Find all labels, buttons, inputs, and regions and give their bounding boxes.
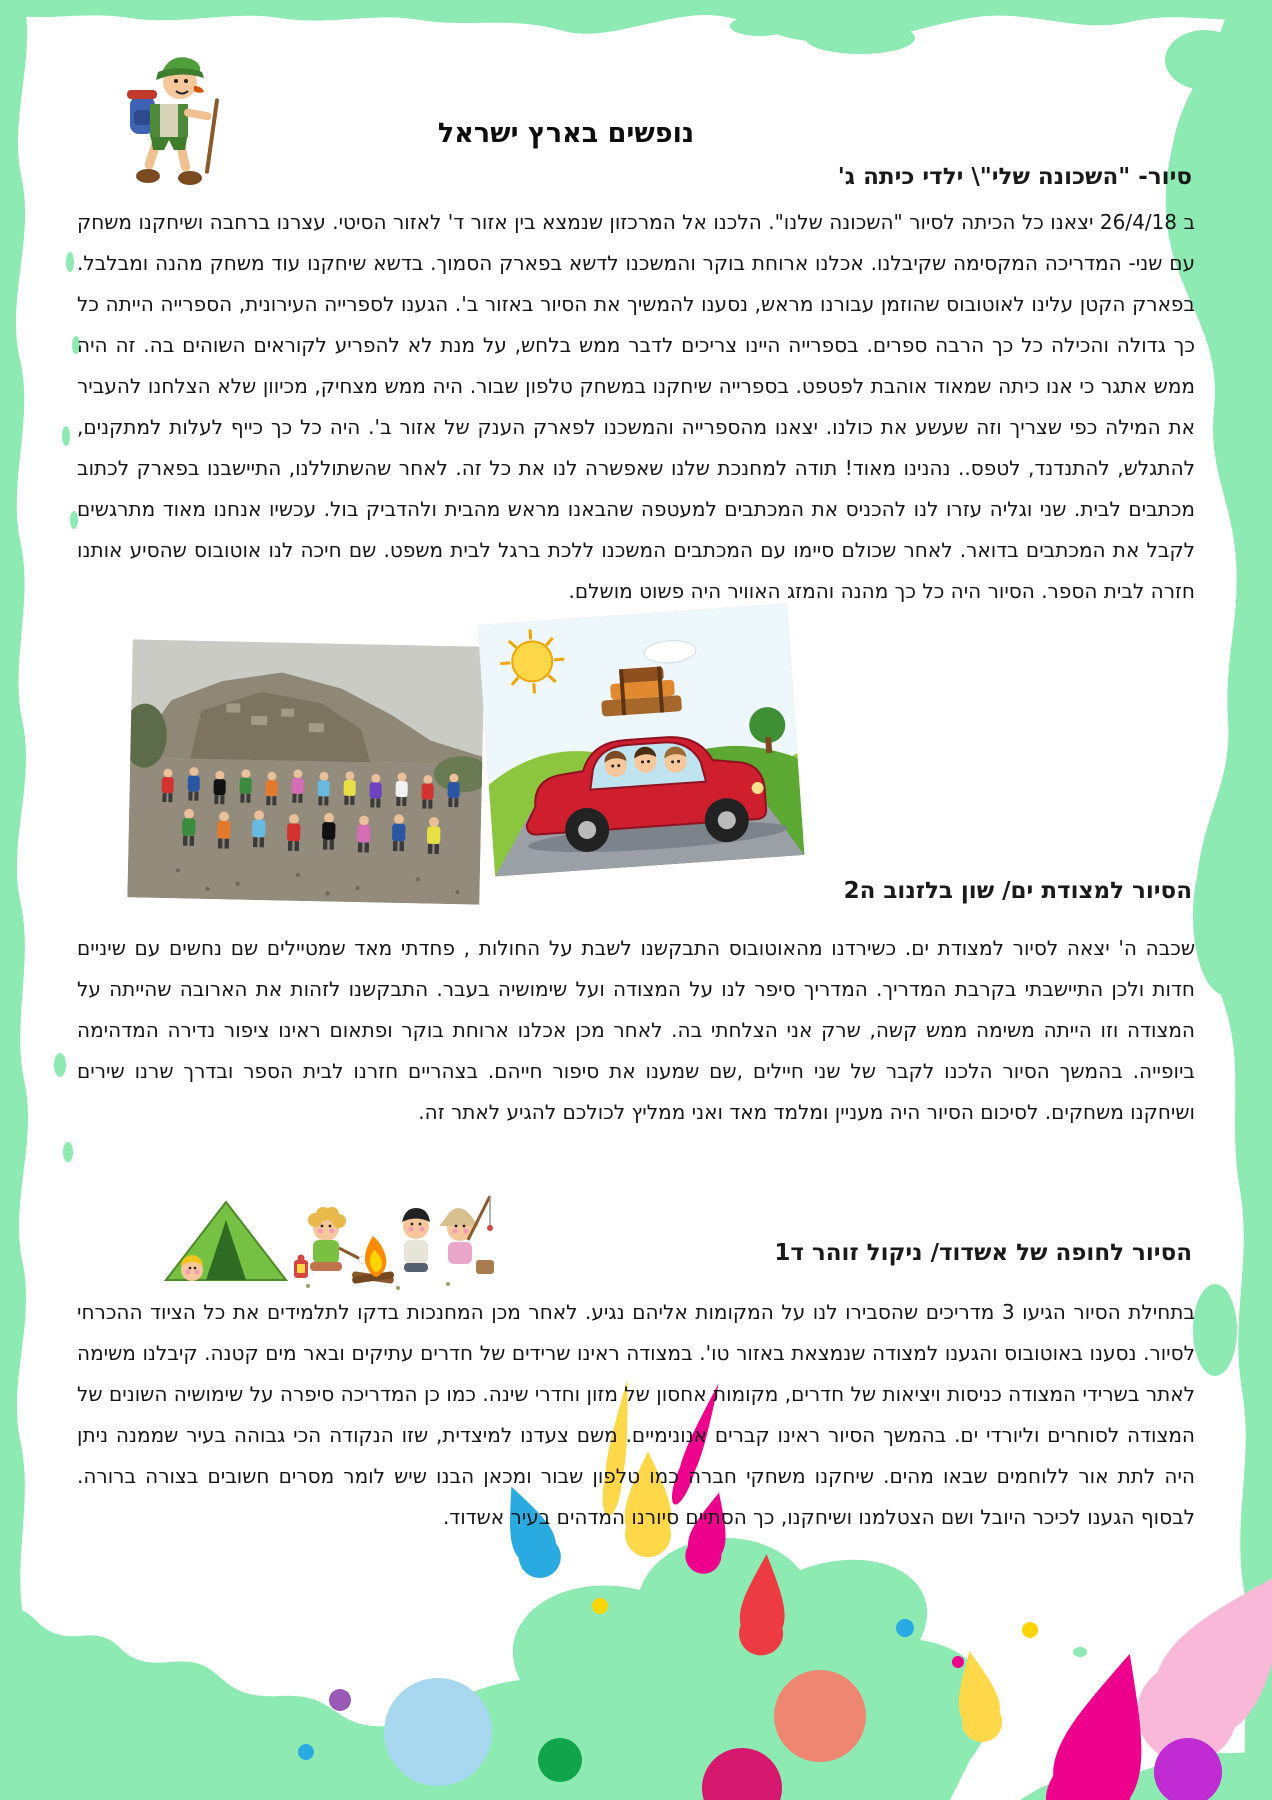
section-body-trip-ashdod-coast: בתחילת הסיור הגיעו 3 מדריכים שהסבירו לנו על המקומות אליהם נגיע. לאחר מכן המחנכות בדקו לתלמידים את כל הציוד ההכרחי לסיור. נסענו באוטובוס והגענו למצודה שנמצאת באזור טו'. במצודה ראינו שרידים של חדרים עתיקים ובאר מים קטנה. קיבלנו משימה לאתר בשרידי המצודה כניסות ויציאות של חדרים, מקומות אחסון של מזון וחדרי שינה. כמו כן המדריכה סיפרה על שימושיה השונים של המצודה לסוחרים וליורדי ים. בהמשך הסיור ראינו קברים אנונימיים. משם צעדנו למיצדית, שזו הנקודה הכי גבוהה בעיר שממנה ניתן היה לתת אור ללוחמים שבאו מהים. שיחקנו משחקי חברה כמו טלפון שבור ומכאן הבנו שיש לומר מסרים חשובים בצורה ברורה. לבסוף הגענו לכיכר היובל ושם הצטלמנו ושיחקנו, כך הסתיים סיורנו המדהים בעיר אשדוד. bbox=[77, 1300, 1195, 1529]
hiking-boot bbox=[136, 169, 160, 183]
section-heading-trip-neighborhood: סיור- "השכונה שלי"\ ילדי כיתה ג' bbox=[837, 164, 1192, 190]
hiker-cartoon bbox=[92, 46, 242, 188]
page-title: נופשים בארץ ישראל bbox=[437, 118, 695, 149]
section-heading-trip-ashdod-coast: הסיור לחופה של אשדוד/ ניקול זוהר ד1 bbox=[774, 1240, 1192, 1266]
fishing-girl bbox=[439, 1196, 494, 1274]
camping-cartoon bbox=[148, 1168, 498, 1304]
hiking-boot bbox=[178, 171, 202, 185]
section-body-trip-neighborhood: ב 26/4/18 יצאנו כל הכיתה לסיור "השכונה שלנו". הלכנו אל המרכזון שנמצא בין אזור ד' לאזור הסיטי. עצרנו ברחבה ושיחקנו משחק עם שני- המדריכה המקסימה שקיבלנו. אכלנו ארוחת בוקר והמשכנו לדשא בפארק הסמוך. בדשא שיחקנו עוד משחק מהנה ומבלבל. בפארק הקטן עלינו לאוטובוס שהוזמן עבורנו מראש, נסענו להמשיך את הסיור באזור ב'. הגענו לספרייה העירונית, הספרייה הייתה כל כך גדולה והכילה כל כך הרבה ספרים. בספרייה היינו צריכים לדבר ממש בלחש, על מנת לא להפריע לקוראים השוהים בה. זה היה ממש אתגר כי אנו כיתה שמאוד אוהבת לפטפט. בספרייה שיחקנו במשחק טלפון שבור. היה ממש מצחיק, מכיוון שלא הצלחנו להעביר את המילה כפי שצריך וזה שעשע את כולנו. יצאנו מהספרייה והמשכנו לפארק הענק של אזור ב'. היה כל כך כייף לעלות למתקנים, להתגלש, להתנדנד, לטפס.. נהנינו מאוד! תודה למחנכת שלנו שאפשרה לנו את כל זה. לאחר שהשתוללנו, התיישבנו בפארק לכתוב מכתבים לבית. שני וגליה עזרו לנו להכניס את המכתבים למעטפה שהבאנו מראש מהבית ולהדביק בול. עכשיו אנחנו מאוד מתרגשים לקבל את המכתבים בדואר. לאחר שכולם סיימו עם המכתבים המשכנו ללכת ברגל לבית משפט. שם חיכה לנו אוטובוס שהסיע אותנו חזרה לבית הספר. הסיור היה כל כך מהנה והמזג האוויר היה פשוט מושלם. bbox=[77, 210, 1196, 603]
section-body-trip-sea-fortress: שכבה ה' יצאה לסיור למצודת ים. כשירדנו מהאוטובוס התבקשנו לשבת על החולות , פחדתי מאד שמטיילים שם נחשים עם שיניים חדות ולכן התיישבתי בקרבת המדריך. המדריך סיפר לנו על המצודה ועל שימושיה בעבר. התבקשנו לזהות את הארובה שהייתה על המצודה וזו הייתה משימה ממש קשה, שרק אני הצלחתי בה. לאחר מכן אכלנו ארוחת בוקר ופתאום ראינו ציפור נדירה המדהימה ביופייה. בהמשך הסיור הלכנו לקבר של שני חיילים ,שם שמענו את סיפור חייהם. בצהריים חזרנו לבית הספר ובדרך שרנו שירים ושיחקנו משחקים. לסיכום הסיור היה מעניין ומלמד מאד ואני ממליץ לכולכם להגיע לאתר זה. bbox=[77, 936, 1195, 1124]
boy-camper bbox=[402, 1208, 430, 1272]
sitting-girl bbox=[308, 1207, 367, 1271]
section-heading-trip-sea-fortress: הסיור למצודת ים/ שון בלזנוב ה2 bbox=[843, 878, 1192, 904]
family-car-cartoon bbox=[478, 603, 805, 876]
basket bbox=[476, 1260, 494, 1274]
campfire bbox=[352, 1236, 395, 1284]
students-group-photo bbox=[127, 639, 484, 904]
lantern bbox=[294, 1255, 308, 1279]
bedroll bbox=[127, 90, 157, 99]
